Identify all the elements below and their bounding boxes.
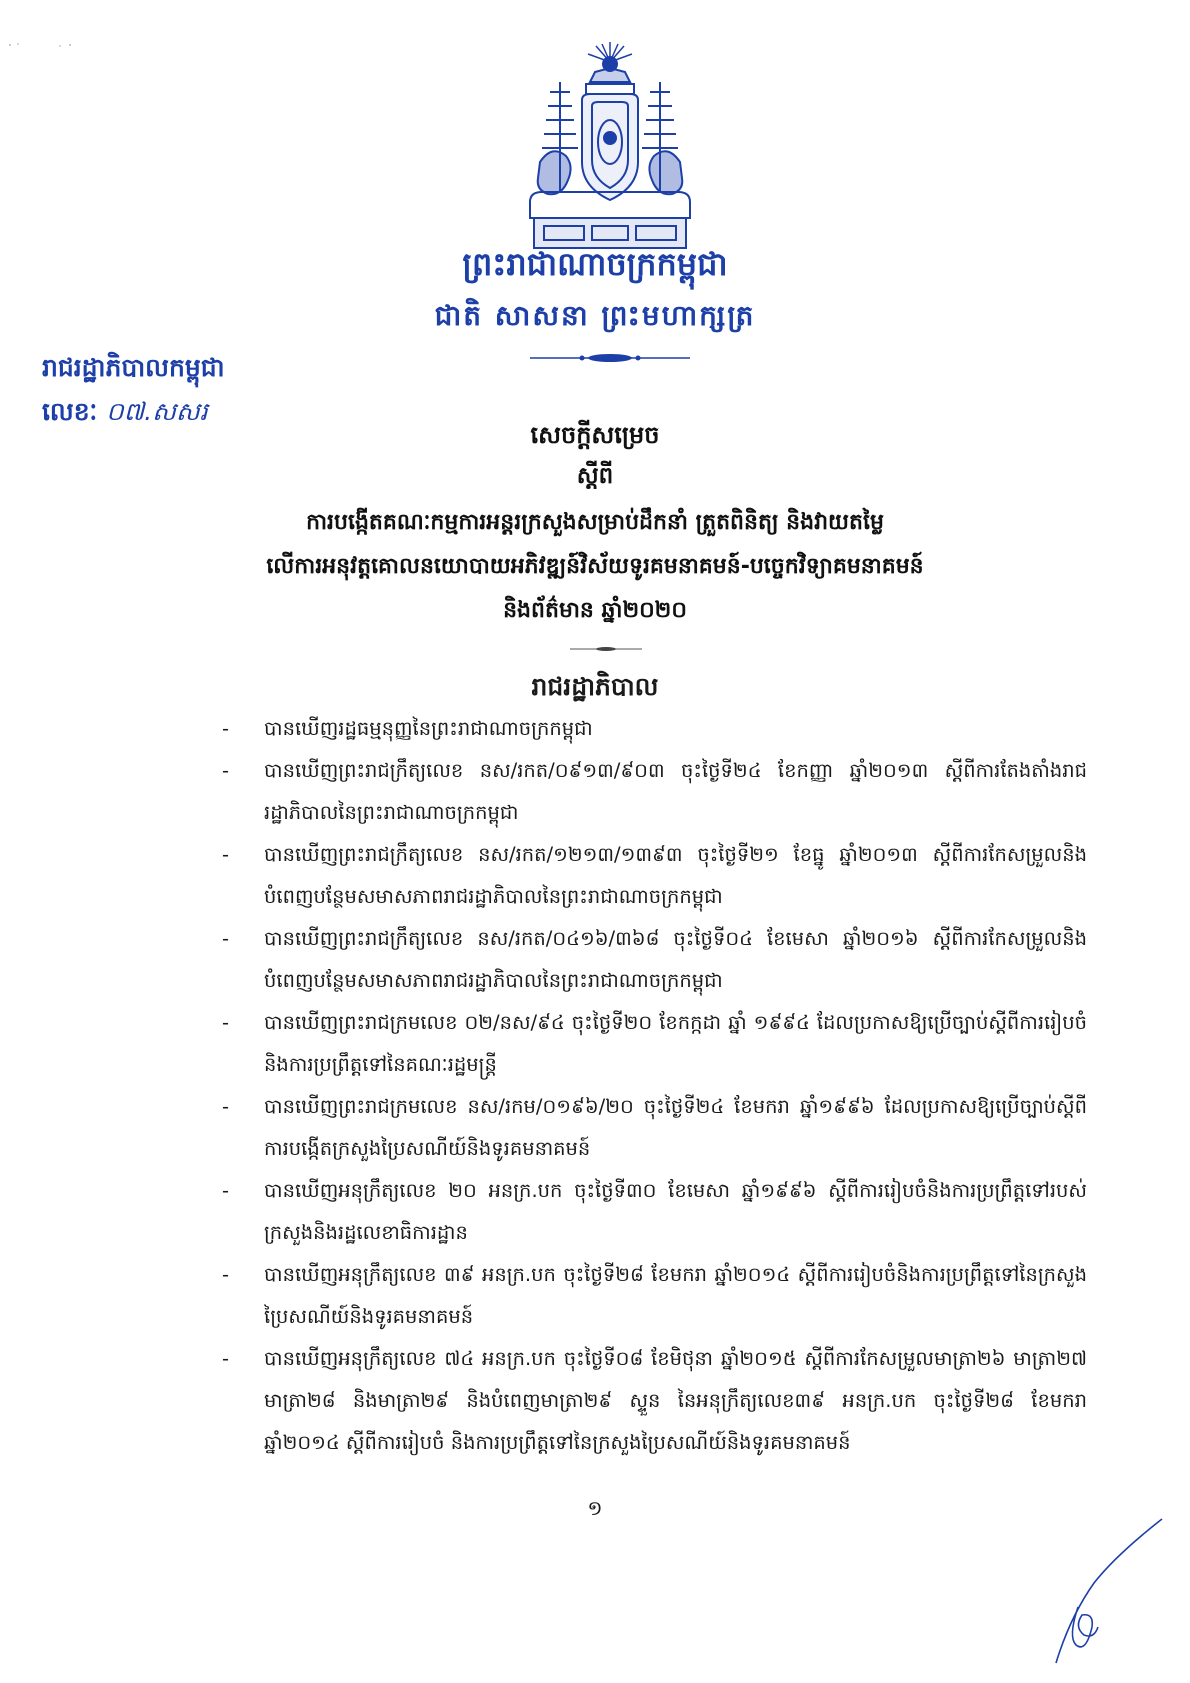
government-heading: រាជរដ្ឋាភិបាល [531, 672, 659, 701]
list-item: - បានឃើញព្រះរាជក្រឹត្យលេខ នស/រកត/១២១៣/១៣៩៣ ចុះថ្ងៃទី២១ ខែធ្នូ ឆ្នាំ២០១៣ ស្តីពីការកែសម្រួលនិងបំពេញបន្ថែមសមាសភាពរាជរដ្ឋាភិបាលនៃព្រះរាជាណាចក្រកម្ពុជា [264, 834, 1087, 918]
page-number: ១ [587, 1496, 603, 1520]
list-item: - បានឃើញអនុក្រឹត្យលេខ ២០ អនក្រ.បក ចុះថ្ងៃទី៣០ ខែមេសា ឆ្នាំ១៩៩៦ ស្តីពីការរៀបចំនិងការប្រព្រឹត្តទៅរបស់ក្រសួងនិងរដ្ឋលេខាធិការដ្ឋាន [264, 1170, 1087, 1254]
title-subject-line-1: ការបង្កើតគណៈកម្មការអន្តរក្រសួងសម្រាប់ដឹកនាំ ត្រួតពិនិត្យ និងវាយតម្លៃ [306, 510, 884, 535]
considerations-list [232, 708, 1087, 1464]
scan-specks [8, 40, 78, 50]
list-item: - បានឃើញព្រះរាជក្រឹត្យលេខ នស/រកត/០៤១៦/៣៦៨ ចុះថ្ងៃទី០៤ ខែមេសា ឆ្នាំ២០១៦ ស្តីពីការកែសម្រួលនិងបំពេញបន្ថែមសមាសភាពរាជរដ្ឋាភិបាលនៃព្រះរាជាណាចក្រកម្ពុជា [264, 918, 1087, 1002]
section-divider-ornament [570, 646, 642, 652]
document-number-label: លេខៈ [42, 397, 98, 426]
title-decision: សេចក្តីសម្រេច [530, 421, 660, 449]
kingdom-name: ព្រះរាជាណាចក្រកម្ពុជា [462, 245, 728, 283]
title-about: ស្តីពី [576, 463, 614, 489]
document-number-value: ០៧.សសរ [105, 397, 208, 426]
royal-coat-of-arms-emblem [520, 42, 700, 262]
issuer-name: រាជរដ្ឋាភិបាលកម្ពុជា [42, 353, 225, 382]
list-item: - បានឃើញអនុក្រឹត្យលេខ ៧៤ អនក្រ.បក ចុះថ្ងៃទី០៨ ខែមិថុនា ឆ្នាំ២០១៥ ស្តីពីការកែសម្រួលមាត្រា២៦ មាត្រា២៧ មាត្រា២៨ និងមាត្រា២៩ និងបំពេញមាត្រា២៩ ស្ទួន នៃអនុក្រឹត្យលេខ៣៩ អនក្រ.បក ចុះថ្ងៃទី២៨ ខែមករា ឆ្នាំ២០១៤ ស្តីពីការរៀបចំ និងការប្រព្រឹត្តទៅនៃក្រសួងប្រៃសណីយ៍និងទូរគមនាគមន៍ [264, 1338, 1087, 1464]
national-motto: ជាតិ សាសនា ព្រះមហាក្សត្រ [434, 299, 756, 332]
list-item: - បានឃើញរដ្ឋធម្មនុញ្ញនៃព្រះរាជាណាចក្រកម្ពុជា [264, 708, 1087, 750]
list-item: - បានឃើញអនុក្រឹត្យលេខ ៣៩ អនក្រ.បក ចុះថ្ងៃទី២៨ ខែមករា ឆ្នាំ២០១៤ ស្តីពីការរៀបចំនិងការប្រព្រឹត្តទៅនៃក្រសួងប្រៃសណីយ៍និងទូរគមនាគមន៍ [264, 1254, 1087, 1338]
title-subject-line-2: លើការអនុវត្តគោលនយោបាយអភិវឌ្ឍន៍វិស័យទូរគមនាគមន៍-បច្ចេកវិទ្យាគមនាគមន៍ [266, 554, 924, 579]
header-divider-ornament [530, 353, 690, 363]
list-item: - បានឃើញព្រះរាជក្រឹត្យលេខ នស/រកត/០៩១៣/៩០៣ ចុះថ្ងៃទី២៤ ខែកញ្ញា ឆ្នាំ២០១៣ ស្តីពីការតែងតាំងរាជរដ្ឋាភិបាលនៃព្រះរាជាណាចក្រកម្ពុជា [264, 750, 1087, 834]
title-subject-line-3: និងព័ត៌មាន ឆ្នាំ២០២០ [503, 598, 687, 623]
list-item: - បានឃើញព្រះរាជក្រមលេខ នស/រកម/០១៩៦/២០ ចុះថ្ងៃទី២៤ ខែមករា ឆ្នាំ១៩៩៦ ដែលប្រកាសឱ្យប្រើច្បាប់ស្តីពីការបង្កើតក្រសួងប្រៃសណីយ៍និងទូរគមនាគមន៍ [264, 1086, 1087, 1170]
list-item: - បានឃើញព្រះរាជក្រមលេខ ០២/នស/៩៤ ចុះថ្ងៃទី២០ ខែកក្កដា ឆ្នាំ ១៩៩៤ ដែលប្រកាសឱ្យប្រើច្បាប់ស្តីពីការរៀបចំនិងការប្រព្រឹត្តទៅនៃគណៈរដ្ឋមន្ត្រី [264, 1002, 1087, 1086]
handwritten-signature [1020, 1515, 1170, 1675]
